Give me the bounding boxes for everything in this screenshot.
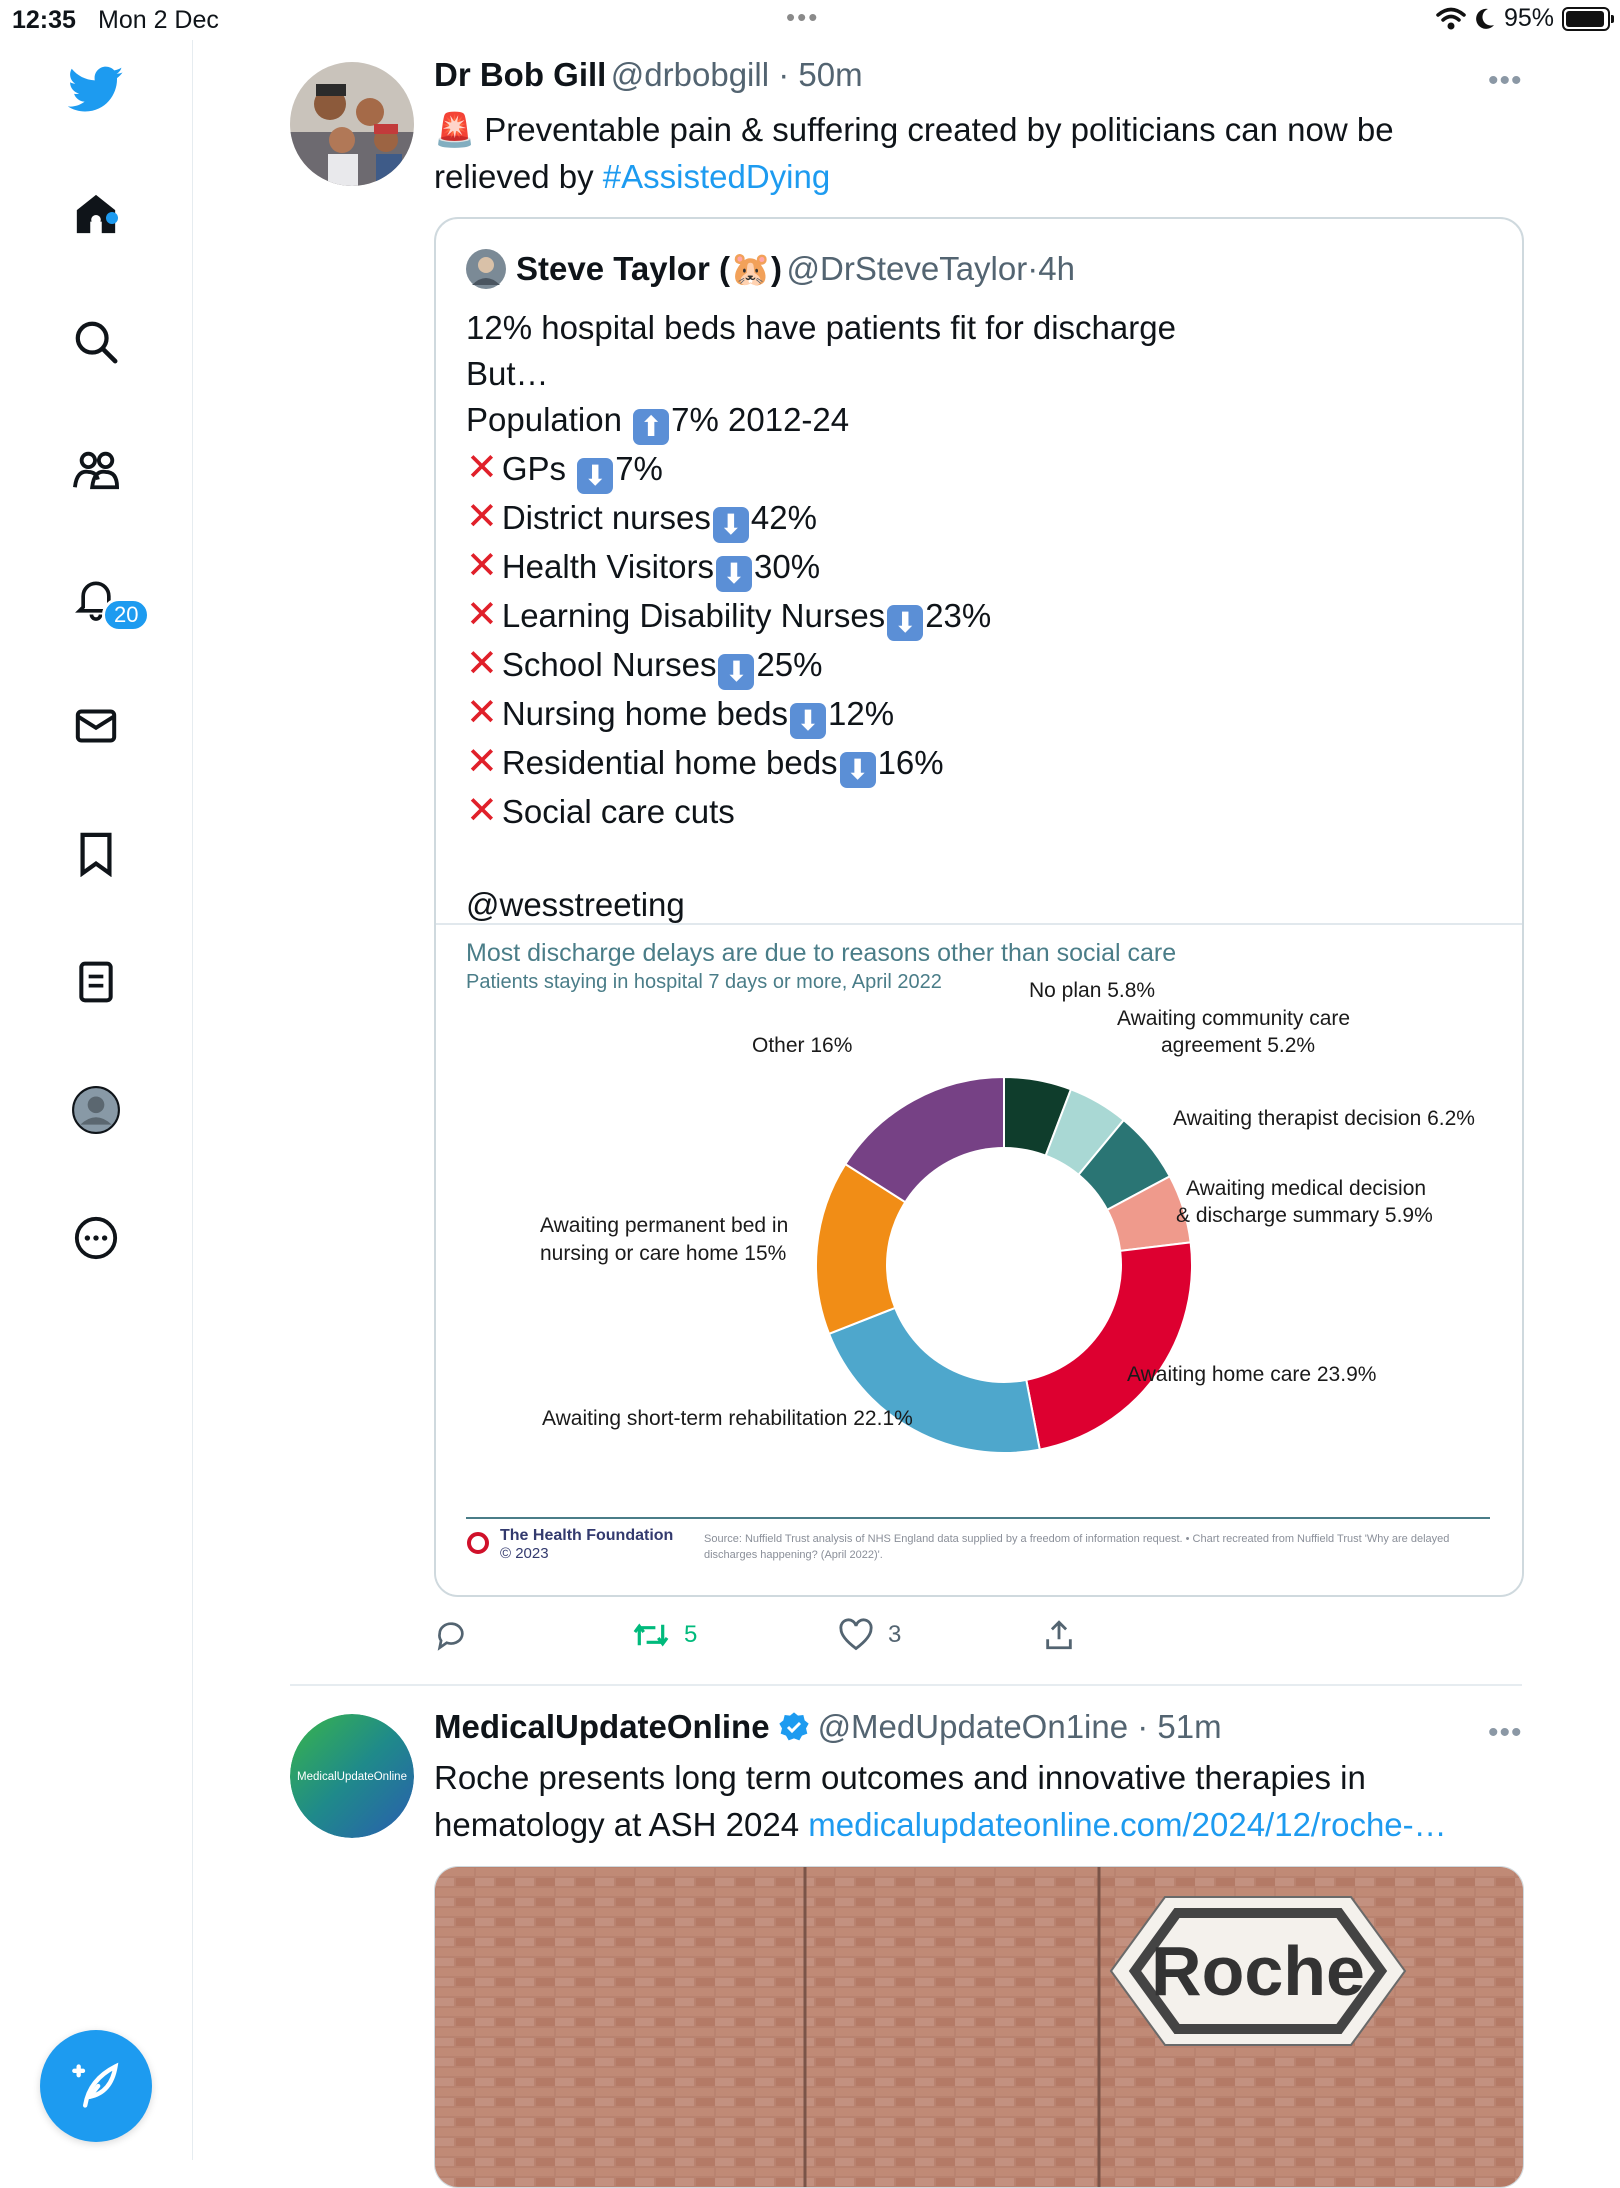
cut-item: ✕ Residential home beds ⬇ 16%: [466, 739, 1506, 788]
battery-percent: 95%: [1503, 4, 1554, 32]
status-time: 12:35: [12, 6, 76, 34]
label-therapist: Awaiting therapist decision 6.2%: [1173, 1107, 1475, 1130]
population-line: Population ⬆ 7% 2012-24: [466, 397, 1506, 445]
mention-text: @wesstreeting: [466, 885, 685, 923]
sidebar: [0, 40, 193, 2160]
arrow-down-icon: ⬇: [718, 654, 754, 690]
bookmarks-icon[interactable]: [68, 826, 124, 882]
messages-icon[interactable]: [68, 698, 124, 754]
arrow-down-icon: ⬇: [790, 703, 826, 739]
quoted-author-handle: @DrSteveTaylor: [786, 250, 1028, 287]
health-foundation-logo-icon: [466, 1531, 490, 1555]
cut-item: ✕ Social care cuts: [466, 790, 735, 833]
tweet-text-line: Roche presents long term outcomes and innovative therapies in: [434, 1759, 1366, 1796]
cross-mark-icon: ✕: [466, 447, 498, 490]
tweet-text-line: 🚨 Preventable pain & suffering created by politicians can now be: [434, 111, 1394, 148]
label-community-care: Awaiting community care: [1117, 1007, 1351, 1030]
label-medical-2: & discharge summary 5.9%: [1176, 1204, 1433, 1227]
chart-subtitle: Patients staying in hospital 7 days or more, April 2022: [466, 971, 942, 993]
tweet-body: [434, 1754, 1524, 1848]
chart-title: Most discharge delays are due to reasons other than social care: [466, 939, 1177, 967]
tweet-body: [434, 106, 1524, 200]
quoted-author-name: Steve Taylor (🐹): [516, 249, 783, 287]
tweet-more-icon[interactable]: •••: [1488, 1716, 1523, 1749]
status-date: Mon 2 Dec: [98, 6, 219, 34]
lists-icon[interactable]: [68, 954, 124, 1010]
retweet-count: 5: [684, 1621, 698, 1648]
tweet-author-handle[interactable]: @drbobgill: [610, 56, 770, 93]
battery-icon: [1562, 7, 1610, 31]
cut-item: ✕ School Nurses ⬇ 25%: [466, 641, 1506, 690]
tweet-header: MedicalUpdateOnline @MedUpdateOn1ine · 51m: [434, 1708, 1222, 1745]
home-new-dot: [106, 212, 118, 224]
chart-image[interactable]: [436, 923, 1522, 1597]
tweet-timestamp[interactable]: 51m: [1157, 1708, 1222, 1745]
chart-footer-rule: [466, 1517, 1490, 1519]
cross-mark-icon: ✕: [466, 594, 498, 637]
label-other: Other 16%: [752, 1034, 853, 1057]
cross-mark-icon: ✕: [466, 692, 498, 735]
label-community-care-2: agreement 5.2%: [1161, 1034, 1316, 1057]
chart-org: The Health Foundation: [500, 1527, 674, 1544]
tweet-more-icon[interactable]: •••: [1488, 64, 1523, 97]
cut-item: ✕ GPs ⬇ 7%: [466, 445, 1506, 494]
label-rehab: Awaiting short-term rehabilitation 22.1%: [542, 1407, 913, 1430]
tweet-text-line: hematology at ASH 2024: [434, 1806, 809, 1843]
tweet-text-line: relieved by: [434, 158, 603, 195]
like-button[interactable]: [838, 1610, 901, 1660]
donut-chart: [436, 925, 1522, 1525]
arrow-down-icon: ⬇: [887, 605, 923, 641]
like-count: 3: [888, 1621, 902, 1648]
reply-icon: [434, 1618, 468, 1652]
label-no-plan: No plan 5.8%: [1029, 979, 1156, 1002]
cross-mark-icon: ✕: [466, 643, 498, 686]
label-medical: Awaiting medical decision: [1186, 1177, 1427, 1200]
tweet-author-name[interactable]: MedicalUpdateOnline: [434, 1708, 770, 1745]
label-permanent-bed: Awaiting permanent bed in: [540, 1214, 789, 1237]
search-icon[interactable]: [68, 314, 124, 370]
label-home-care: Awaiting home care 23.9%: [1127, 1363, 1377, 1386]
status-bar: [0, 0, 1620, 40]
tweet-author-avatar[interactable]: [290, 1714, 414, 1838]
quoted-author-avatar: [466, 249, 506, 289]
wifi-icon: [1436, 7, 1466, 31]
compose-feather-icon: [70, 2060, 122, 2112]
hashtag-link[interactable]: #AssistedDying: [602, 158, 831, 195]
moon-icon: [1474, 7, 1496, 31]
notifications-badge: 20: [102, 598, 150, 632]
arrow-down-icon: ⬇: [716, 556, 752, 592]
tweet-divider: [290, 1684, 1522, 1686]
tweet-header: Dr Bob Gill @drbobgill · 50m: [434, 56, 863, 93]
arrow-down-icon: ⬇: [840, 752, 876, 788]
tweet-author-handle[interactable]: @MedUpdateOn1ine: [817, 1708, 1129, 1745]
compose-tweet-button[interactable]: [40, 2030, 152, 2142]
retweet-icon: [632, 1618, 670, 1652]
share-icon: [1042, 1618, 1076, 1652]
tweet-author-avatar[interactable]: [290, 62, 414, 186]
quoted-tweet[interactable]: Steve Taylor (🐹) @DrSteveTaylor · 4h 12% hospital beds have patients fit for discharge But… Population ⬆ 7% 2012-24 ✕ GPs ⬇ 7% ✕ District nurses ⬇ 42% ✕ Health Visitors ⬇ 30% ✕ Learning Disability Nurses ⬇ 23% ✕ School Nurses ⬇ 25% ✕ Nursing home beds ⬇ 12% ✕ Residential home beds ⬇ 16% ✕ Social care cuts @wesstreeting Most discharge delays are due to reasons other than social care Patients staying in hospital 7 days or more, April 2022 No plan 5.8% Awaiting community care agreement 5.2% Awaiting therapist decision 6.2% Awaiting medical decision & discharge summary 5.9% Awaiting home care 23.9% Awaiting short-term rehabilitation 22.1% Awaiting permanent bed in nursing or care home 15% Other 16% The Health Foundation © 2023 Source: Nuffield Trust analysis of NHS England data supplied by a freedom of information request. • Chart recreated from Nuffield Trust 'Why are delayed discharges happening? (April 2022)'.: [434, 217, 1524, 1597]
cross-mark-icon: ✕: [466, 496, 498, 539]
quoted-timestamp: 4h: [1038, 250, 1075, 287]
verified-badge-icon: [778, 1711, 810, 1743]
roche-sign-text: Roche: [1151, 1932, 1365, 2010]
avatar-brand-text: MedicalUpdateOnline: [297, 1771, 407, 1783]
retweet-button[interactable]: [632, 1610, 697, 1660]
cut-item: ✕ Nursing home beds ⬇ 12%: [466, 690, 1506, 739]
tweet-media-image[interactable]: [434, 1866, 1524, 2188]
communities-icon[interactable]: [68, 442, 124, 498]
share-button[interactable]: [1042, 1610, 1076, 1660]
chart-source: Source: Nuffield Trust analysis of NHS England data supplied by a freedom of information request. • Chart recreated from Nuffield Trust 'Why are delayed discharges happening? (April 2022)'.: [704, 1533, 1450, 1561]
quoted-line: 12% hospital beds have patients fit for discharge: [466, 309, 1176, 346]
cross-mark-icon: ✕: [466, 790, 498, 833]
cut-item: ✕ Health Visitors ⬇ 30%: [466, 543, 1506, 592]
label-permanent-bed-2: nursing or care home 15%: [540, 1242, 787, 1265]
arrow-up-icon: ⬆: [633, 409, 669, 445]
quoted-line: But…: [466, 355, 549, 393]
tweet-timestamp[interactable]: 50m: [798, 56, 863, 93]
tweet-author-name[interactable]: Dr Bob Gill: [434, 56, 607, 93]
multitask-dots-icon[interactable]: •••: [786, 2, 820, 32]
cut-item: ✕ District nurses ⬇ 42%: [466, 494, 1506, 543]
article-link[interactable]: medicalupdateonline.com/2024/12/roche-…: [808, 1806, 1447, 1843]
cross-mark-icon: ✕: [466, 545, 498, 588]
cross-mark-icon: ✕: [466, 741, 498, 784]
arrow-down-icon: ⬇: [577, 458, 613, 494]
reply-button[interactable]: [434, 1610, 468, 1660]
twitter-bird-icon[interactable]: [68, 62, 124, 118]
cut-item: ✕ Learning Disability Nurses ⬇ 23%: [466, 592, 1506, 641]
chart-year: © 2023: [500, 1545, 549, 1562]
heart-icon: [838, 1618, 874, 1652]
profile-avatar-icon[interactable]: [68, 1082, 124, 1138]
arrow-down-icon: ⬇: [713, 507, 749, 543]
more-options-icon[interactable]: [68, 1210, 124, 1266]
quoted-text: [466, 305, 1506, 928]
